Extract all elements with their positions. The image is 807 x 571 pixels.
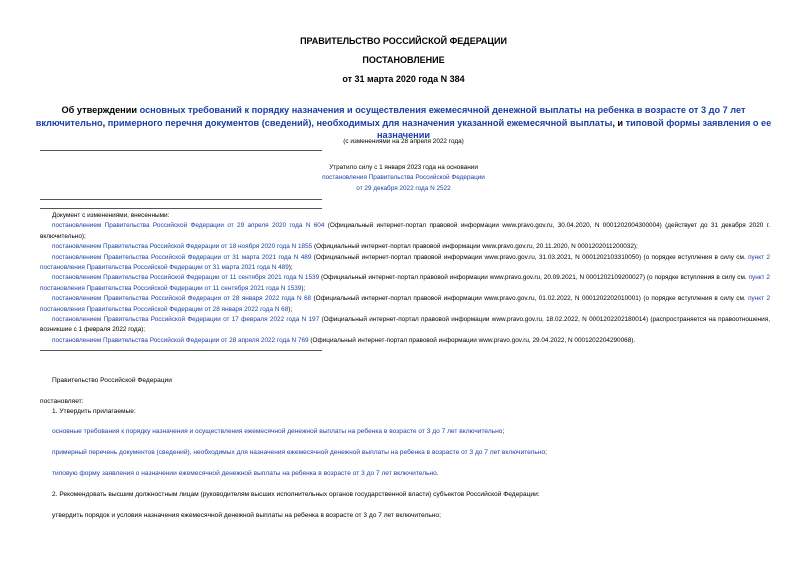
- amendment-item: [40, 336, 770, 346]
- amendment-entry-into-force-link[interactable]: пункт 2 постановления Правительства Российской Федерации от 28 января 2022 года N 68: [40, 295, 771, 313]
- title-prefix: Об утверждении: [61, 105, 140, 115]
- expiry-link-date[interactable]: от 29 декабря 2022 года N 2522: [356, 184, 451, 192]
- amendment-details: (Официальный интернет-портал правовой информации www.pravo.gov.ru, 30.04.2020, N 0001202004300004) (действует до 31 декабря 2020 г. включительно);: [40, 222, 770, 240]
- expiry-link-decree[interactable]: постановления Правительства Российской Федерации: [322, 174, 485, 182]
- amendment-end: );: [288, 305, 293, 313]
- title-and: , и: [612, 117, 626, 128]
- title-link-application-form[interactable]: типовой формы заявления о ее назначении: [376, 117, 772, 140]
- decrees-word: постановляет:: [40, 398, 84, 405]
- approved-item-document-list: [52, 448, 547, 458]
- document-date-number: от 31 марта 2020 года N 384: [342, 74, 465, 84]
- document-title: [32, 104, 775, 142]
- amendment-item: [40, 242, 770, 252]
- amendment-details: (Официальный интернет-портал правовой информации www.pravo.gov.ru, 01.02.2022, N 0001202202010001) (о порядке вступления в силу см.: [311, 295, 749, 303]
- separator-line: [40, 199, 322, 200]
- government-name: Правительство Российской Федерации: [52, 377, 172, 384]
- amendment-link[interactable]: постановлением Правительства Российской Федерации от 29 апреля 2020 года N 604: [52, 222, 325, 230]
- item-end: ;: [545, 449, 547, 456]
- amendment-details: (Официальный интернет-портал правовой информации www.pravo.gov.ru, 20.11.2020, N 0001202011200032);: [312, 243, 638, 251]
- amendment-details: (Официальный интернет-портал правовой информации www.pravo.gov.ru, 18.02.2022, N 0001202202180014) (распространяется на правоотношения, возникшие с 1 февраля 2022 года);: [40, 316, 770, 334]
- amendment-item: [40, 273, 770, 294]
- link-document-list[interactable]: примерный перечень документов (сведений), необходимых для назначения ежемесячной денежной выплаты на ребенка в возрасте от 3 до 7 лет включительно: [52, 449, 546, 456]
- amendment-link[interactable]: постановлением Правительства Российской Федерации от 28 апреля 2022 года N 769: [52, 336, 309, 344]
- amendment-end: );: [301, 284, 306, 292]
- government-heading: ПРАВИТЕЛЬСТВО РОССИЙСКОЙ ФЕДЕРАЦИИ: [300, 36, 507, 46]
- separator-line: [40, 208, 322, 209]
- title-link-document-list[interactable]: примерного перечня документов (сведений), необходимых для назначения указанной ежемесячной выплаты: [107, 117, 613, 128]
- paragraph-1: 1. Утвердить прилагаемые:: [52, 408, 136, 415]
- document-type: ПОСТАНОВЛЕНИЕ: [362, 55, 445, 65]
- item-end: ;: [502, 428, 505, 435]
- link-application-form[interactable]: типовую форму заявления о назначении ежемесячной денежной выплаты на ребенка в возрасте от 3 до 7 лет включительно: [52, 470, 437, 477]
- approved-item-application-form: [52, 469, 439, 479]
- amendment-item: [40, 253, 770, 274]
- changes-note: (с изменениями на 28 апреля 2022 года): [343, 138, 464, 145]
- amendment-link[interactable]: постановлением Правительства Российской Федерации от 17 февраля 2022 года N 197: [52, 316, 320, 324]
- expiry-text: Утратило силу с 1 января 2023 года на основании: [329, 164, 478, 171]
- amendments-block: [40, 211, 770, 346]
- amendment-entry-into-force-link[interactable]: пункт 2 постановления Правительства Российской Федерации от 31 марта 2021 года N 489: [40, 253, 771, 272]
- amendment-end: );: [288, 264, 293, 272]
- separator-line: [40, 150, 322, 151]
- amendment-item: [40, 315, 770, 336]
- amendment-item: [40, 294, 770, 315]
- title-comma: ,: [102, 117, 108, 128]
- amendment-details: (Официальный интернет-портал правовой информации www.pravo.gov.ru, 20.09.2021, N 0001202109200027) (о порядке вступления в силу см.: [319, 274, 749, 282]
- paragraph-3: утвердить порядок и условия назначения ежемесячной денежной выплаты на ребенка в возрасте от 3 до 7 лет включительно;: [52, 512, 441, 519]
- approved-item-requirements: [52, 427, 504, 437]
- paragraph-2: 2. Рекомендовать высшим должностным лицам (руководителям высших исполнительных органов государственной власти) субъектов Российской Федерации:: [52, 491, 540, 498]
- separator-line: [40, 350, 322, 351]
- item-end: .: [436, 470, 439, 477]
- amendment-details: (Официальный интернет-портал правовой информации www.pravo.gov.ru, 29.04.2022, N 0001202204290068).: [308, 336, 636, 344]
- amendment-entry-into-force-link[interactable]: пункт 2 постановления Правительства Российской Федерации от 11 сентября 2021 года N 1539: [40, 274, 770, 292]
- amendment-item: [40, 221, 770, 242]
- amendment-link[interactable]: постановлением Правительства Российской Федерации от 18 ноября 2020 года N 1855: [52, 243, 313, 251]
- amendment-link[interactable]: постановлением Правительства Российской Федерации от 31 марта 2021 года N 489: [52, 253, 312, 261]
- amendment-link[interactable]: постановлением Правительства Российской Федерации от 28 января 2022 года N 68: [52, 295, 312, 303]
- amendments-intro: Документ с изменениями, внесенными:: [52, 212, 170, 219]
- amendment-details: (Официальный интернет-портал правовой информации www.pravo.gov.ru, 31.03.2021, N 0001202103310050) (о порядке вступления в силу см.: [311, 253, 749, 261]
- expiry-note: [0, 163, 807, 194]
- amendment-link[interactable]: постановлением Правительства Российской Федерации от 11 сентября 2021 года N 1539: [52, 274, 320, 282]
- link-requirements[interactable]: основные требования к порядку назначения и осуществления ежемесячной денежной выплаты на ребенка в возрасте от 3 до 7 лет включительно: [52, 428, 503, 435]
- title-link-requirements[interactable]: основных требований к порядку назначения и осуществления ежемесячной денежной выплаты на ребенка в возрасте от 3 до 7 лет включительно: [35, 105, 746, 128]
